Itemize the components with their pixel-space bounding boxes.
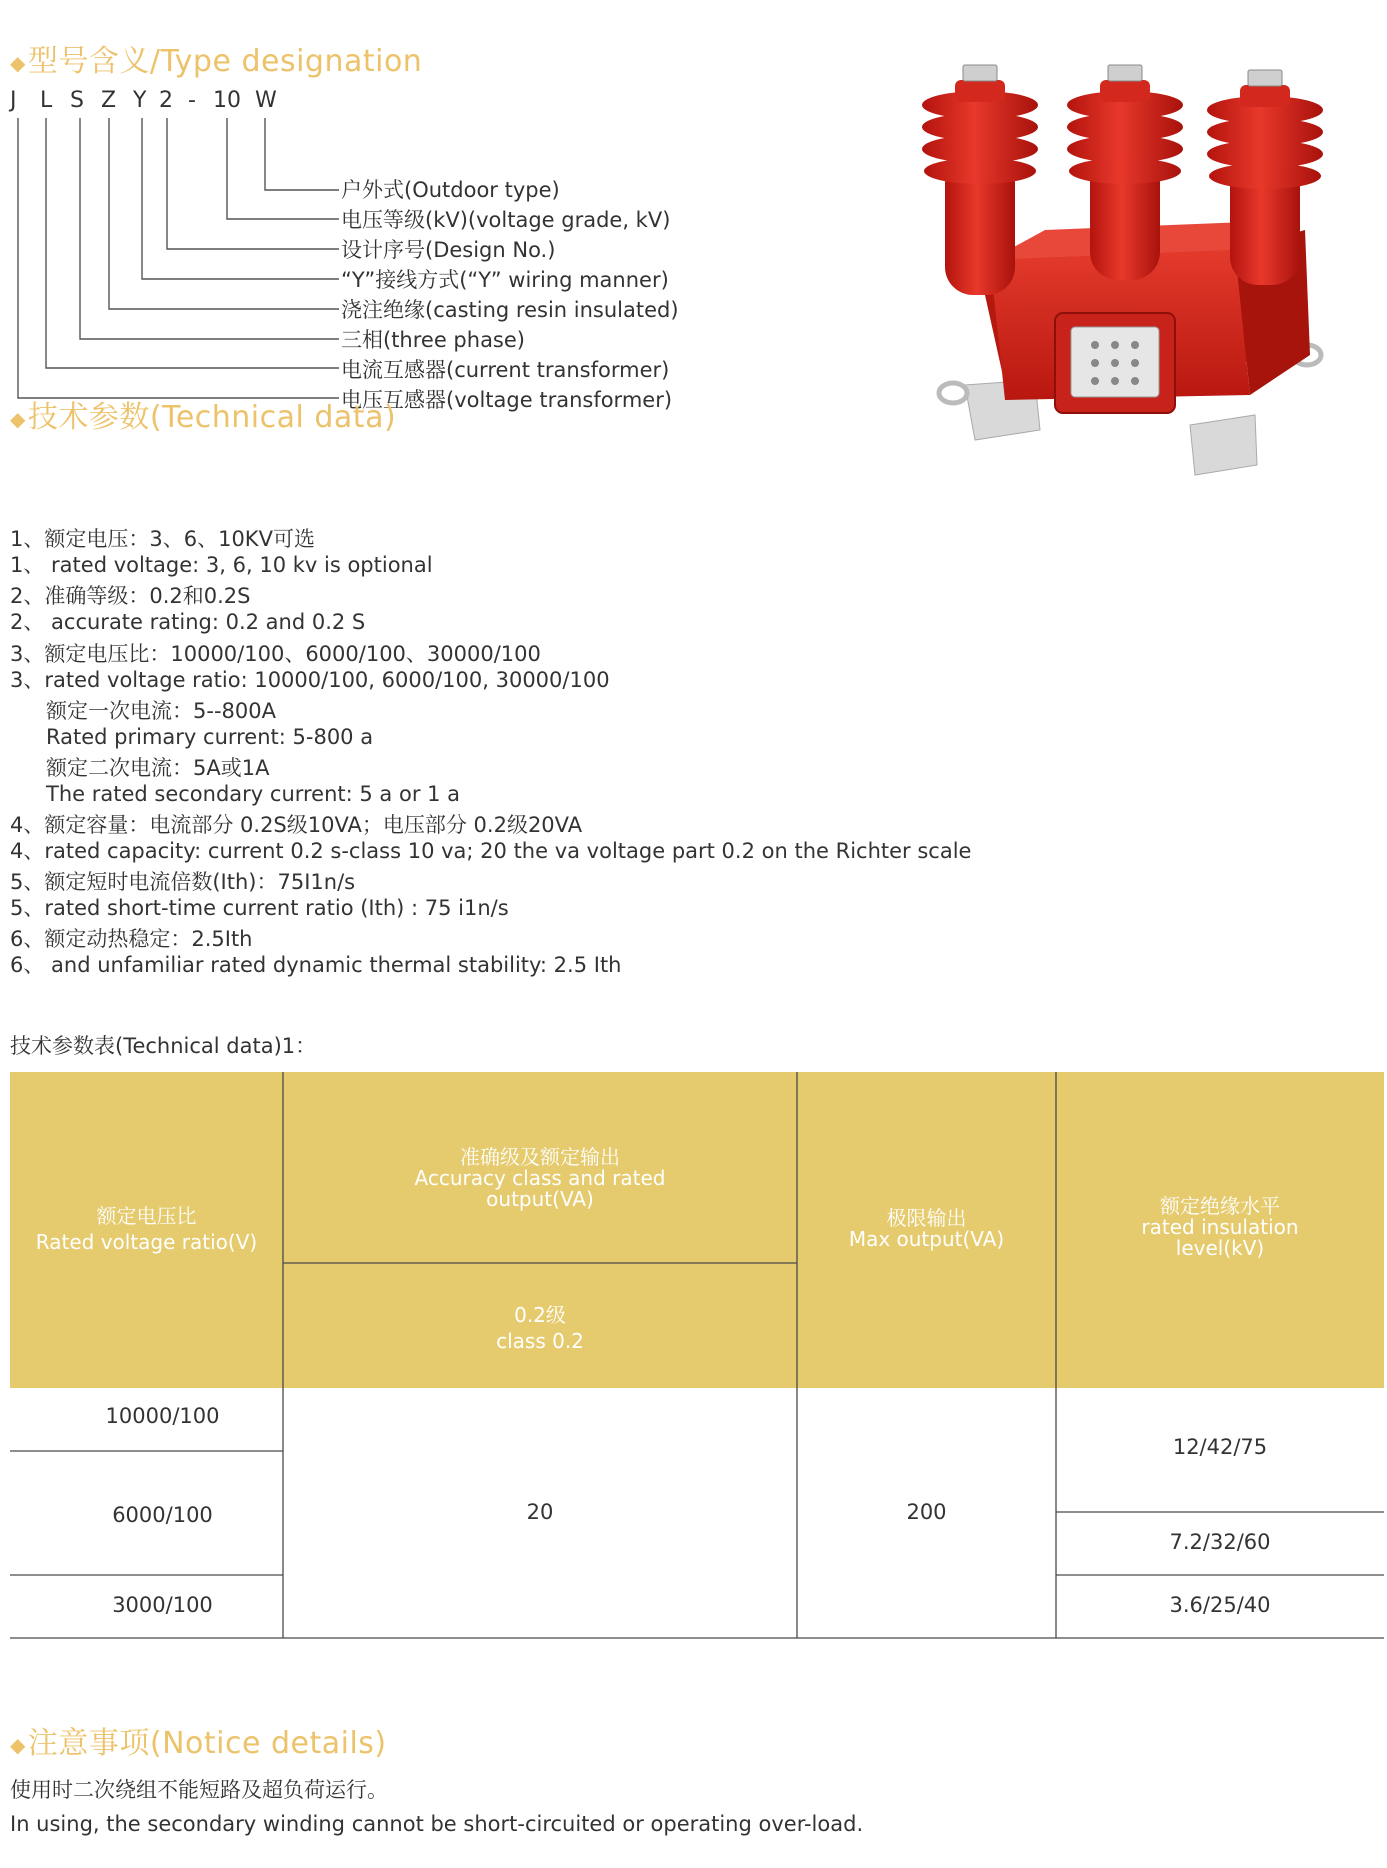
designation-desc: “Y”接线方式(“Y” wiring manner) — [341, 268, 669, 292]
tech-line: 1、额定电压：3、6、10KV可选 — [10, 527, 315, 551]
notice-title: ◆注意事项(Notice details) — [10, 1726, 387, 1761]
tech-line: 额定一次电流：5--800A — [46, 699, 276, 723]
tech-line: The rated secondary current: 5 a or 1 a — [46, 782, 461, 806]
tech-line: 6、 and unfamiliar rated dynamic thermal stability: 2.5 Ith — [10, 953, 622, 977]
code-letter: - — [188, 88, 196, 113]
header-insulation: 额定绝缘水平 rated insulation level(kV) — [1141, 1194, 1299, 1260]
header-class: 0.2级 class 0.2 — [496, 1303, 584, 1353]
tech-line: 4、额定容量：电流部分 0.2S级10VA；电压部分 0.2级20VA — [10, 813, 583, 837]
designation-desc: 户外式(Outdoor type) — [341, 178, 560, 202]
header-accuracy: 准确级及额定输出 Accuracy class and rated output(VA) — [414, 1145, 666, 1211]
tech-line: 4、rated capacity: current 0.2 s-class 10 va; 20 the va voltage part 0.2 on the Richter scale — [10, 839, 972, 863]
designation-desc: 三相(three phase) — [341, 328, 525, 352]
code-letter: L — [40, 88, 53, 113]
header-ratio: 额定电压比 Rated voltage ratio(V) — [35, 1204, 258, 1254]
code-letter: 2 — [159, 88, 173, 113]
tech-line: 3、额定电压比：10000/100、6000/100、30000/100 — [10, 642, 541, 666]
designation-desc: 浇注绝缘(casting resin insulated) — [341, 298, 679, 322]
type-designation-title: ◆型号含义/Type designation — [10, 44, 423, 79]
table-cell: 20 — [526, 1500, 554, 1524]
code-letter: 10 — [213, 88, 241, 113]
designation-desc: 设计序号(Design No.) — [341, 238, 556, 262]
tech-line: 5、rated short-time current ratio (Ith) : 75 i1n/s — [10, 896, 509, 920]
code-letter: Y — [133, 88, 147, 113]
tech-line: 额定二次电流：5A或1A — [46, 756, 270, 780]
table-cell: 7.2/32/60 — [1169, 1530, 1271, 1554]
table-cell: 12/42/75 — [1172, 1435, 1268, 1459]
table-cell: 3000/100 — [112, 1593, 213, 1617]
technical-data-title: ◆技术参数(Technical data) — [10, 400, 397, 435]
table-cell: 10000/100 — [105, 1404, 220, 1428]
notice-line-en: In using, the secondary winding cannot be short-circuited or operating over-load. — [10, 1812, 864, 1836]
diamond-bullet-icon: ◆ — [10, 1732, 26, 1757]
table-caption: 技术参数表(Technical data)1： — [10, 1034, 317, 1058]
tech-line: 2、 accurate rating: 0.2 and 0.2 S — [10, 610, 366, 634]
designation-desc: 电流互感器(current transformer) — [341, 358, 670, 382]
tech-line: 6、额定动热稳定：2.5Ith — [10, 927, 253, 951]
code-letter: Z — [101, 88, 117, 113]
table-cell: 3.6/25/40 — [1169, 1593, 1271, 1617]
code-letter: J — [10, 88, 17, 113]
code-letter: S — [70, 88, 84, 113]
diamond-bullet-icon: ◆ — [10, 50, 26, 75]
notice-line-cn: 使用时二次绕组不能短路及超负荷运行。 — [10, 1778, 388, 1802]
table-cell: 200 — [906, 1500, 947, 1524]
tech-line: Rated primary current: 5-800 a — [46, 725, 374, 749]
diamond-bullet-icon: ◆ — [10, 406, 26, 431]
table-cell: 6000/100 — [112, 1503, 213, 1527]
tech-line: 5、额定短时电流倍数(Ith)：75I1n/s — [10, 870, 356, 894]
tech-line: 1、 rated voltage: 3, 6, 10 kv is optional — [10, 553, 433, 577]
code-letter: W — [255, 88, 277, 113]
designation-desc: 电压互感器(voltage transformer) — [341, 388, 673, 412]
designation-desc: 电压等级(kV)(voltage grade, kV) — [341, 208, 671, 232]
tech-line: 3、rated voltage ratio: 10000/100, 6000/100, 30000/100 — [10, 668, 610, 692]
tech-line: 2、准确等级：0.2和0.2S — [10, 584, 251, 608]
header-max-output: 极限输出 Max output(VA) — [848, 1206, 1005, 1251]
